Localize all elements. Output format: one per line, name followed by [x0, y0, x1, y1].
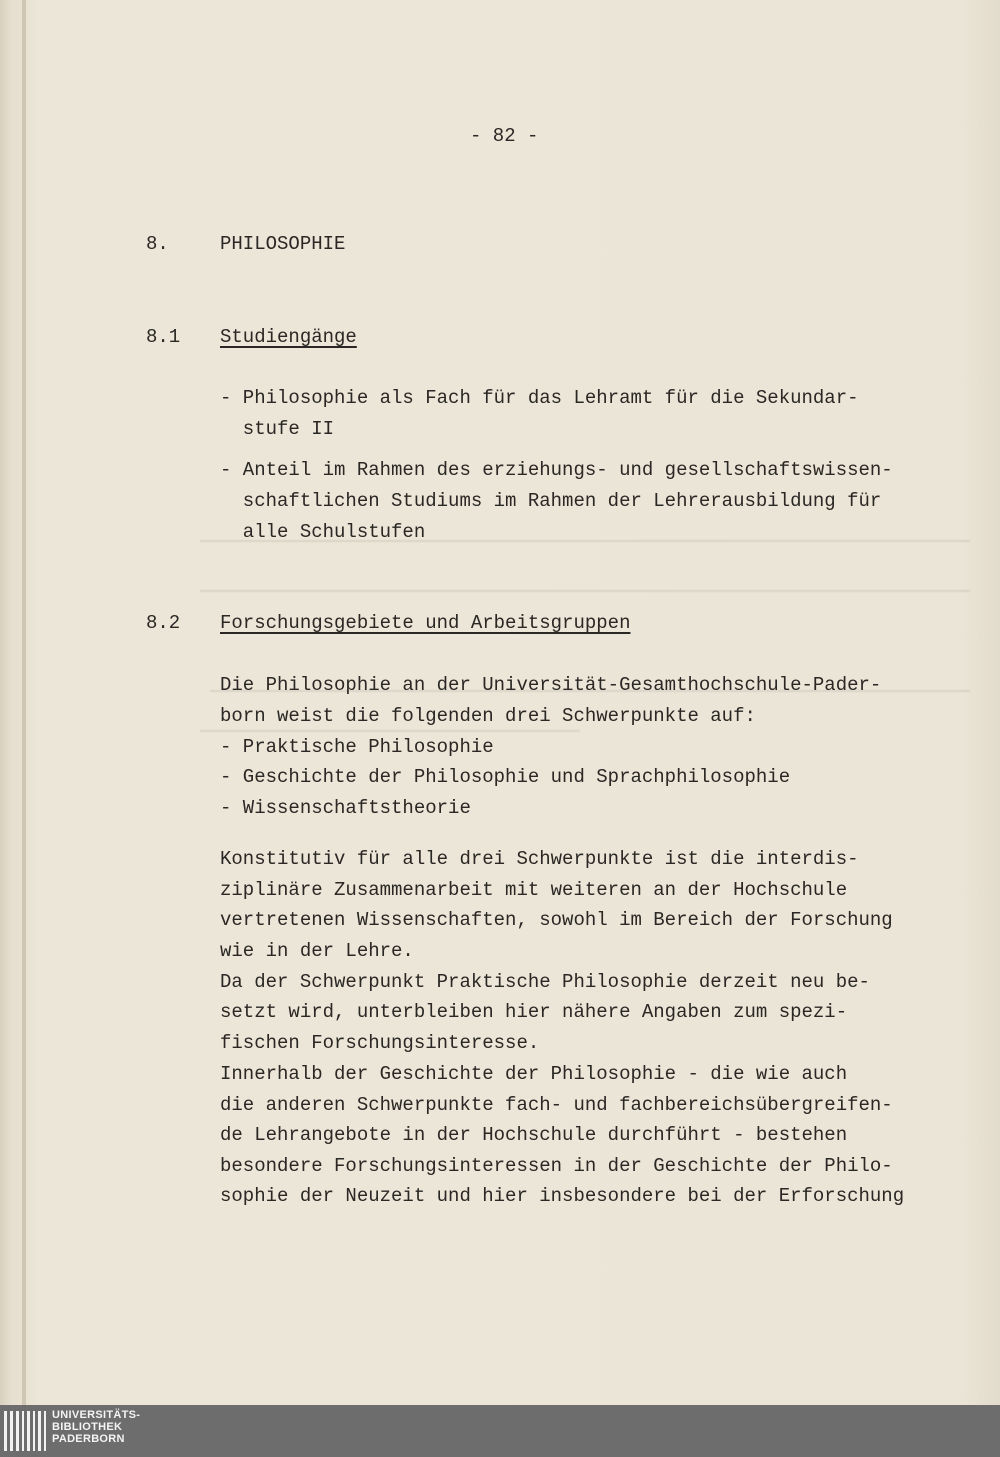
body-line: born weist die folgenden drei Schwerpunkte auf:	[220, 705, 756, 727]
body-line: fischen Forschungsinteresse.	[220, 1032, 540, 1054]
body-line: - Geschichte der Philosophie und Sprachphilosophie	[220, 766, 791, 788]
binding-shadow	[22, 0, 26, 1405]
body-line: ziplinäre Zusammenarbeit mit weiteren an der Hochschule	[220, 879, 848, 901]
body-line: die anderen Schwerpunkte fach- und fachbereichsübergreifen-	[220, 1094, 893, 1116]
body-line: wie in der Lehre.	[220, 940, 414, 962]
logo-line: UNIVERSITÄTS-	[52, 1409, 141, 1421]
body-line: Innerhalb der Geschichte der Philosophie - die wie auch	[220, 1063, 848, 1085]
subsection-title: Forschungsgebiete und Arbeitsgruppen	[220, 612, 631, 634]
body-line: Konstitutiv für alle drei Schwerpunkte ist die interdis-	[220, 848, 859, 870]
bullet-line: schaftlichen Studiums im Rahmen der Lehrerausbildung für	[220, 490, 882, 512]
logo-line: PADERBORN	[52, 1433, 125, 1445]
bullet-line: - Philosophie als Fach für das Lehramt für die Sekundar-	[220, 387, 859, 409]
bullet-line: stufe II	[220, 418, 335, 440]
body-line: besondere Forschungsinteressen in der Geschichte der Philo-	[220, 1155, 893, 1177]
body-line: sophie der Neuzeit und hier insbesondere bei der Erforschung	[220, 1185, 905, 1207]
logo-line: BIBLIOTHEK	[52, 1421, 123, 1433]
subsection-title: Studiengänge	[220, 326, 357, 348]
library-barcode-logo-icon	[4, 1411, 46, 1451]
library-logo-text	[52, 1409, 140, 1445]
body-line: de Lehrangebote in der Hochschule durchführt - bestehen	[220, 1124, 848, 1146]
subsection-number: 8.2	[146, 612, 181, 634]
library-footer-bar	[0, 1405, 1000, 1457]
bullet-line: alle Schulstufen	[220, 521, 426, 543]
body-line: setzt wird, unterbleiben hier nähere Angaben zum spezi-	[220, 1001, 848, 1023]
body-line: Da der Schwerpunkt Praktische Philosophie derzeit neu be-	[220, 971, 870, 993]
bullet-line: - Anteil im Rahmen des erziehungs- und gesellschaftswissen-	[220, 459, 893, 481]
body-line: vertretenen Wissenschaften, sowohl im Bereich der Forschung	[220, 909, 893, 931]
body-line: Die Philosophie an der Universität-Gesamthochschule-Pader-	[220, 674, 882, 696]
page-number: - 82 -	[470, 125, 539, 147]
body-line: - Praktische Philosophie	[220, 736, 494, 758]
subsection-number: 8.1	[146, 326, 181, 348]
section-title: PHILOSOPHIE	[220, 233, 346, 255]
section-number: 8.	[146, 233, 169, 255]
body-line: - Wissenschaftstheorie	[220, 797, 471, 819]
